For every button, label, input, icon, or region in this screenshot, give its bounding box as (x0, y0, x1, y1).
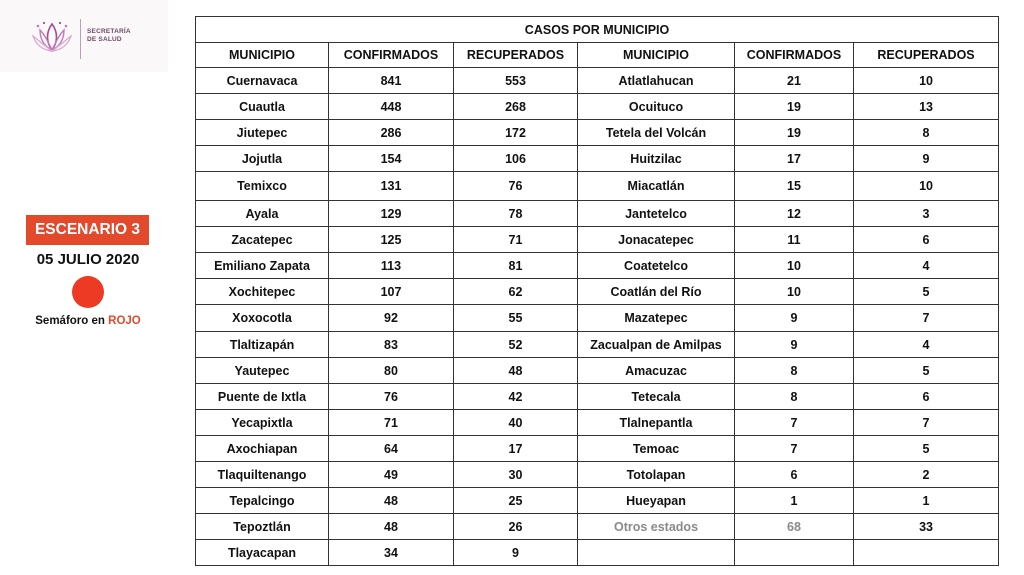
table-row (196, 227, 999, 253)
recuperados-cell: 5 (854, 436, 999, 462)
confirmados-cell: 64 (329, 436, 454, 462)
confirmados-cell: 80 (329, 358, 454, 384)
confirmados-cell: 107 (329, 279, 454, 305)
confirmados-cell: 19 (735, 120, 854, 146)
recuperados-cell: 1 (854, 488, 999, 514)
municipio-cell: Zacatepec (196, 227, 329, 253)
recuperados-cell: 30 (454, 462, 578, 488)
municipio-cell: Jantetelco (578, 201, 735, 227)
cases-by-municipality-table (195, 16, 999, 566)
confirmados-cell: 9 (735, 305, 854, 332)
confirmados-cell: 92 (329, 305, 454, 332)
municipio-cell: Tetela del Volcán (578, 120, 735, 146)
recuperados-cell: 4 (854, 253, 999, 279)
recuperados-cell: 25 (454, 488, 578, 514)
confirmados-cell: 34 (329, 540, 454, 566)
confirmados-cell: 48 (329, 488, 454, 514)
confirmados-cell: 48 (329, 514, 454, 540)
recuperados-cell: 6 (854, 384, 999, 410)
confirmados-cell: 113 (329, 253, 454, 279)
logo-text (87, 28, 131, 44)
confirmados-cell: 129 (329, 201, 454, 227)
municipio-cell: Temixco (196, 172, 329, 201)
municipio-cell: Amacuzac (578, 358, 735, 384)
table-row (196, 120, 999, 146)
recuperados-cell: 62 (454, 279, 578, 305)
municipio-cell: Tlalnepantla (578, 410, 735, 436)
municipio-cell: Tlayacapan (196, 540, 329, 566)
municipio-cell: Totolapan (578, 462, 735, 488)
municipio-cell: Hueyapan (578, 488, 735, 514)
municipio-cell: Temoac (578, 436, 735, 462)
confirmados-cell: 10 (735, 253, 854, 279)
recuperados-cell: 40 (454, 410, 578, 436)
table-row (196, 488, 999, 514)
recuperados-cell: 42 (454, 384, 578, 410)
municipio-cell: Huitzilac (578, 146, 735, 172)
table-row (196, 436, 999, 462)
municipio-cell: Ocuituco (578, 94, 735, 120)
semaforo-color-label: ROJO (108, 315, 141, 327)
table-row (196, 462, 999, 488)
table-body (196, 68, 999, 566)
table-title: CASOS POR MUNICIPIO (196, 17, 999, 43)
confirmados-cell (735, 540, 854, 566)
recuperados-cell: 9 (854, 146, 999, 172)
confirmados-cell: 131 (329, 172, 454, 201)
recuperados-cell: 106 (454, 146, 578, 172)
recuperados-cell: 8 (854, 120, 999, 146)
confirmados-cell: 1 (735, 488, 854, 514)
recuperados-cell: 33 (854, 514, 999, 540)
lotus-logo-icon (30, 20, 74, 56)
header-recuperados: RECUPERADOS (454, 43, 578, 68)
municipio-cell: Xoxocotla (196, 305, 329, 332)
recuperados-cell: 17 (454, 436, 578, 462)
recuperados-cell: 7 (854, 410, 999, 436)
recuperados-cell: 553 (454, 68, 578, 94)
table-row (196, 68, 999, 94)
confirmados-cell: 7 (735, 410, 854, 436)
recuperados-cell: 172 (454, 120, 578, 146)
table-row (196, 172, 999, 201)
traffic-light-red-icon (72, 276, 104, 308)
header-municipio: MUNICIPIO (196, 43, 329, 68)
municipio-cell: Tetecala (578, 384, 735, 410)
confirmados-cell: 8 (735, 358, 854, 384)
recuperados-cell: 10 (854, 68, 999, 94)
confirmados-cell: 8 (735, 384, 854, 410)
municipio-cell: Jonacatepec (578, 227, 735, 253)
confirmados-cell: 17 (735, 146, 854, 172)
semaforo-status (18, 315, 158, 327)
recuperados-cell: 9 (454, 540, 578, 566)
recuperados-cell: 55 (454, 305, 578, 332)
municipio-cell: Otros estados (578, 514, 735, 540)
recuperados-cell: 26 (454, 514, 578, 540)
municipio-cell: Jiutepec (196, 120, 329, 146)
recuperados-cell: 5 (854, 358, 999, 384)
confirmados-cell: 448 (329, 94, 454, 120)
municipio-cell: Mazatepec (578, 305, 735, 332)
confirmados-cell: 6 (735, 462, 854, 488)
municipio-cell: Puente de Ixtla (196, 384, 329, 410)
recuperados-cell: 2 (854, 462, 999, 488)
header-recuperados-2: RECUPERADOS (854, 43, 999, 68)
confirmados-cell: 68 (735, 514, 854, 540)
municipio-cell: Miacatlán (578, 172, 735, 201)
recuperados-cell: 3 (854, 201, 999, 227)
municipio-cell: Cuautla (196, 94, 329, 120)
recuperados-cell: 48 (454, 358, 578, 384)
logo-line-2: DE SALUD (87, 36, 122, 43)
recuperados-cell: 71 (454, 227, 578, 253)
confirmados-cell: 19 (735, 94, 854, 120)
table-row (196, 540, 999, 566)
header-confirmados-2: CONFIRMADOS (735, 43, 854, 68)
confirmados-cell: 125 (329, 227, 454, 253)
confirmados-cell: 12 (735, 201, 854, 227)
confirmados-cell: 286 (329, 120, 454, 146)
confirmados-cell: 83 (329, 332, 454, 358)
confirmados-cell: 21 (735, 68, 854, 94)
recuperados-cell: 6 (854, 227, 999, 253)
municipio-cell: Zacualpan de Amilpas (578, 332, 735, 358)
recuperados-cell: 268 (454, 94, 578, 120)
table-row (196, 514, 999, 540)
municipio-cell: Axochiapan (196, 436, 329, 462)
table-row (196, 384, 999, 410)
recuperados-cell: 10 (854, 172, 999, 201)
recuperados-cell: 81 (454, 253, 578, 279)
table-row (196, 94, 999, 120)
semaforo-prefix: Semáforo en (35, 315, 105, 327)
header-confirmados: CONFIRMADOS (329, 43, 454, 68)
recuperados-cell: 78 (454, 201, 578, 227)
recuperados-cell: 7 (854, 305, 999, 332)
confirmados-cell: 11 (735, 227, 854, 253)
table-row (196, 305, 999, 332)
recuperados-cell: 76 (454, 172, 578, 201)
table-row (196, 410, 999, 436)
header-municipio-2: MUNICIPIO (578, 43, 735, 68)
logo-divider (80, 19, 81, 59)
confirmados-cell: 841 (329, 68, 454, 94)
municipio-cell: Tlaquiltenango (196, 462, 329, 488)
confirmados-cell: 15 (735, 172, 854, 201)
table-row (196, 332, 999, 358)
municipio-cell: Yautepec (196, 358, 329, 384)
municipio-cell: Emiliano Zapata (196, 253, 329, 279)
confirmados-cell: 154 (329, 146, 454, 172)
confirmados-cell: 7 (735, 436, 854, 462)
report-date: 05 JULIO 2020 (36, 251, 140, 268)
municipio-cell: Xochitepec (196, 279, 329, 305)
municipio-cell: Ayala (196, 201, 329, 227)
municipio-cell (578, 540, 735, 566)
municipio-cell: Atlatlahucan (578, 68, 735, 94)
table-row (196, 253, 999, 279)
table-row (196, 358, 999, 384)
municipio-cell: Tepalcingo (196, 488, 329, 514)
scenario-badge: ESCENARIO 3 (26, 215, 149, 245)
municipio-cell: Coatetelco (578, 253, 735, 279)
table-header-row (196, 43, 999, 68)
municipio-cell: Yecapixtla (196, 410, 329, 436)
confirmados-cell: 49 (329, 462, 454, 488)
confirmados-cell: 76 (329, 384, 454, 410)
secretaria-salud-logo (0, 0, 168, 72)
municipio-cell: Coatlán del Río (578, 279, 735, 305)
confirmados-cell: 10 (735, 279, 854, 305)
municipio-cell: Cuernavaca (196, 68, 329, 94)
recuperados-cell: 4 (854, 332, 999, 358)
recuperados-cell (854, 540, 999, 566)
confirmados-cell: 71 (329, 410, 454, 436)
table-row (196, 201, 999, 227)
recuperados-cell: 5 (854, 279, 999, 305)
logo-line-1: SECRETARÍA (87, 28, 131, 35)
recuperados-cell: 52 (454, 332, 578, 358)
recuperados-cell: 13 (854, 94, 999, 120)
municipio-cell: Tlaltizapán (196, 332, 329, 358)
municipio-cell: Jojutla (196, 146, 329, 172)
table-row (196, 146, 999, 172)
table-row (196, 279, 999, 305)
municipio-cell: Tepoztlán (196, 514, 329, 540)
confirmados-cell: 9 (735, 332, 854, 358)
